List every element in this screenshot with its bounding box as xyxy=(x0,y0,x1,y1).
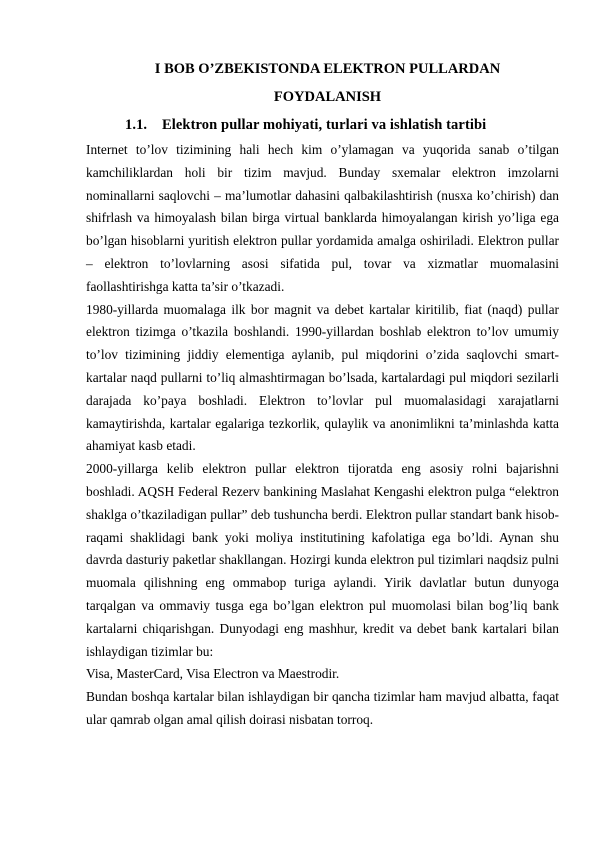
chapter-title-line-1: I BOB O’ZBEKISTONDA ELEKTRON PULLARDAN xyxy=(154,61,501,77)
section-number: 1.1. xyxy=(125,117,148,133)
chapter-title-line-2: FOYDALANISH xyxy=(273,89,382,105)
paragraph-1: Internet to’lov tizimining hali hech kim o’ylamagan va yuqorida sanab o’tilgan kamchiliklardan holi bir tizim mavjud. Bunday sxemalar elektron imzolarni nominallarni saqlovchi – ma’lumotlar dahasini qalbakilashtirish (nusxa ko’chirish) dan shifrlash va himoyalash bilan birga virtual banklarda himoyalangan kirish yo’liga ega bo’lgan hisoblarni yuritish elektron pullar yordamida amalga oshiriladi. Elektron pullar – elektron to’lovlarning asosi sifatida pul, tovar va xizmatlar muomalasini faollashtirishga katta ta’sir o’tkazadi. xyxy=(86,142,559,294)
paragraph-2: 1980-yillarda muomalaga ilk bor magnit va debet kartalar kiritilib, fiat (naqd) pullar elektron tizimga o’tkazila boshlandi. 1990-yillardan boshlab elektron to’lov umumiy to’lov tizimining jiddiy elementiga aylanib, pul miqdorini o’zida saqlovchi smart-kartalar naqd pullarni to’liq almashtirmagan bo’lsada, kartalardagi pul miqdori sezilarli darajada ko’paya boshladi. Elektron to’lovlar pul muomalasidagi xarajatlarni kamaytirishda, kartalar egalariga tezkorlik, qulaylik va anonimlikni ta’minlashda katta ahamiyat kasb etadi. xyxy=(86,301,559,454)
section-title: Elektron pullar mohiyati, turlari va ishlatish tartibi xyxy=(162,117,487,133)
paragraph-5: Bundan boshqa kartalar bilan ishlaydigan bir qancha tizimlar ham mavjud albatta, faqat ular qamrab olgan amal qilish doirasi nisbatan torroq. xyxy=(86,689,559,727)
body-text xyxy=(86,139,559,732)
paragraph-4: Visa, MasterCard, Visa Electron va Maestrodir. xyxy=(86,666,340,682)
paragraph-3: 2000-yillarga kelib elektron pullar elektron tijoratda eng asosiy rolni bajarishni boshladi. AQSH Federal Rezerv bankining Maslahat Kengashi elektron pulga “elektron shaklga o’tkaziladigan pullar” deb tushuncha berdi. Elektron pullar standart bank hisob-raqami shaklidagi bank yoki moliya institutining kafolatiga ega bo’ldi. Aynan shu davrda dasturiy paketlar shakllangan. Hozirgi kunda elektron pul tizimlari naqdsiz pulni muomala qilishning eng ommabop turiga aylandi. Yirik davlatlar butun dunyoga tarqalgan va ommaviy tusga ega bo’lgan elektron pul muomolasi bilan bog’liq bank kartalarni chiqarishgan. Dunyodagi eng mashhur, kredit va debet bank kartalari bilan ishlaydigan tizimlar bu: xyxy=(86,461,559,659)
section-heading xyxy=(125,114,486,136)
